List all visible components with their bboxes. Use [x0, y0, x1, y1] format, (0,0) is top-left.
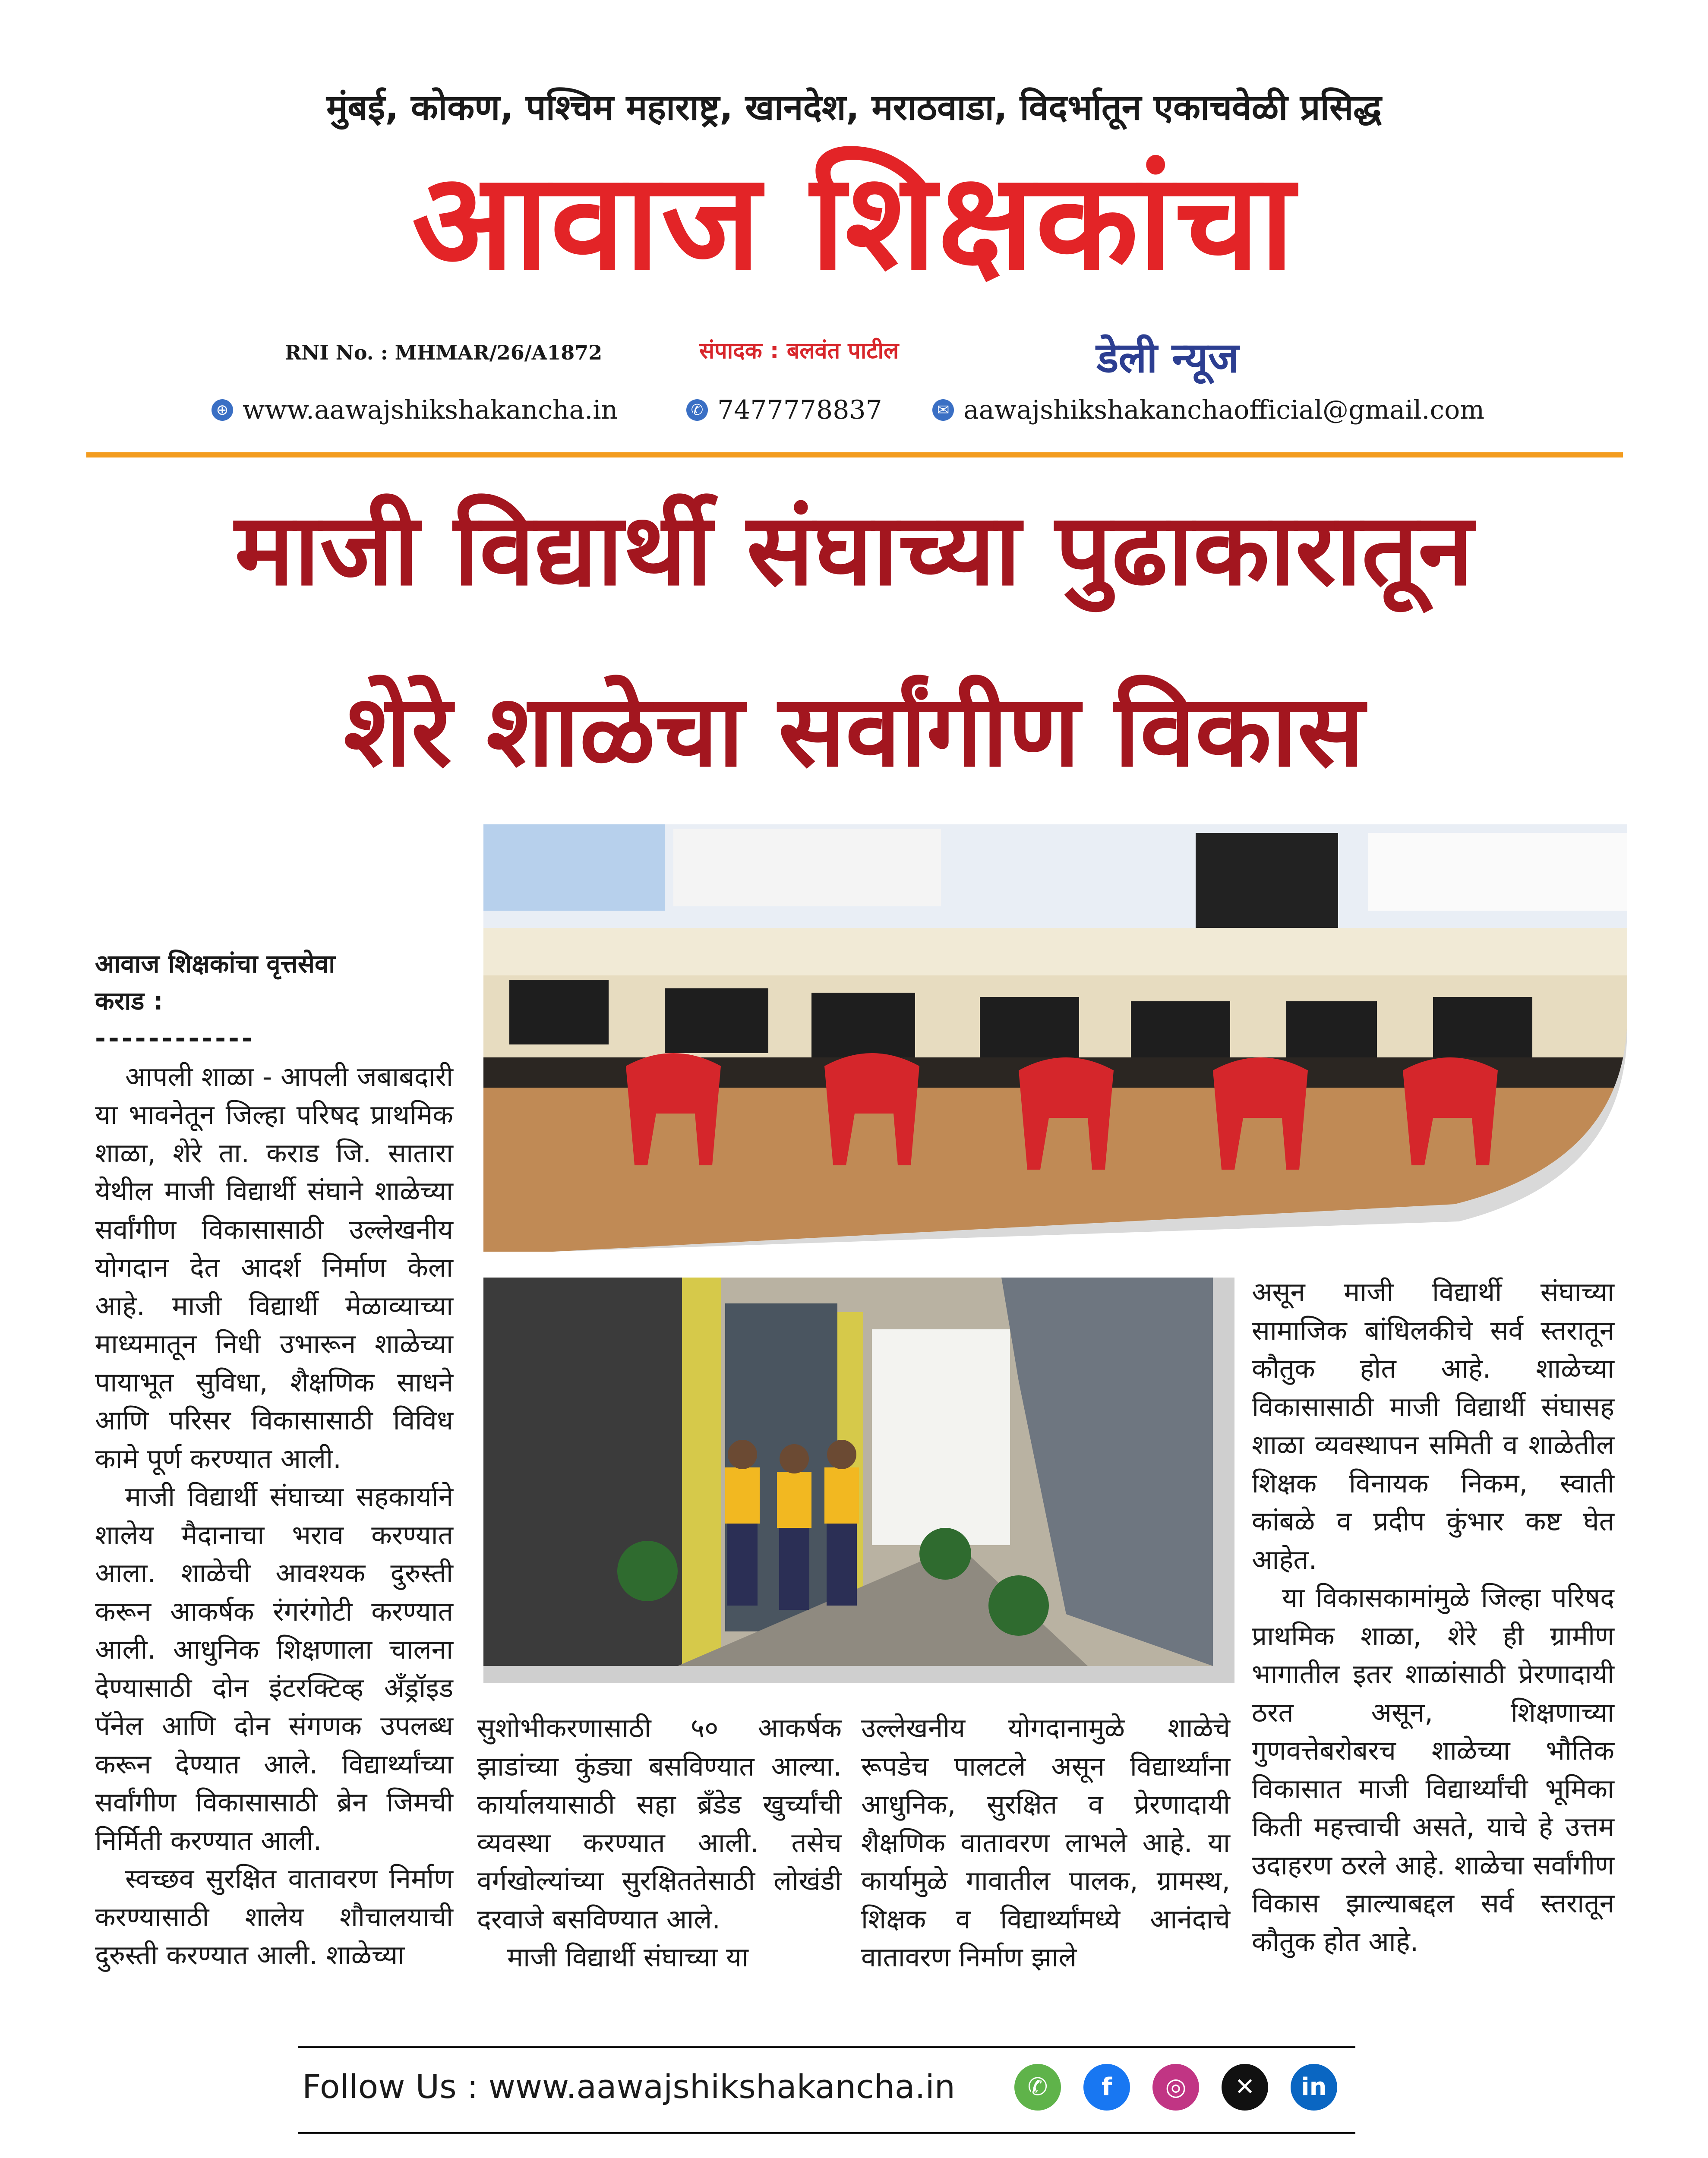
instagram-icon[interactable]: ◎: [1152, 2064, 1199, 2111]
contact-phone[interactable]: [686, 395, 882, 425]
tagline: मुंबई, कोकण, पश्चिम महाराष्ट्र, खानदेश, मराठवाडा, विदर्भातून एकाचवेळी प्रसिद्ध: [326, 87, 1382, 128]
paragraph: माजी विद्यार्थी संघाच्या या: [507, 1941, 748, 1973]
byline-separator: ------------: [95, 1023, 255, 1054]
paragraph: या विकासकामांमुळे जिल्हा परिषद प्राथमिक शाळा, शेरे ही ग्रामीण भागातील इतर शाळांसाठी प्रेरणादायी ठरत असून, शिक्षणाच्या गुणवत्तेबरोबरच शाळेच्या भौतिक विकासात माजी विद्यार्थ्यांची भूमिका किती महत्त्वाची असते, याचे हे उत्तम उदाहरण ठरले आहे. शाळेचा सर्वांगीण विकास झाल्याबद्दल सर्व स्तरातून कौतुक होत आहे.: [1252, 1582, 1614, 1957]
masthead-divider: [86, 452, 1623, 457]
linkedin-icon[interactable]: in: [1291, 2064, 1337, 2111]
footer-divider-top: [298, 2046, 1355, 2048]
x-icon[interactable]: ✕: [1222, 2064, 1268, 2111]
contact-email[interactable]: [932, 395, 1484, 425]
facebook-icon[interactable]: f: [1083, 2064, 1130, 2111]
whatsapp-icon[interactable]: ✆: [1014, 2064, 1061, 2111]
headline-line-2: शेरे शाळेचा सर्वांगीण विकास: [344, 674, 1364, 789]
mail-icon: ✉: [932, 399, 954, 421]
footer-divider-bottom: [298, 2132, 1355, 2134]
paragraph: सुशोभीकरणासाठी ५० आकर्षक झाडांच्या कुंड्या बसविण्यात आल्या. कार्यालयासाठी सहा ब्रँडेड खुर्च्यांची व्यवस्था करण्यात आली. तसेच वर्गखोल्यांच्या सुरक्षिततेसाठी लोखंडी दरवाजे बसविण्यात आले.: [477, 1712, 842, 1935]
paragraph: माजी विद्यार्थी संघाच्या सहकार्याने शालेय मैदानाचा भराव करण्यात आला. शाळेची आवश्यक दुरुस्ती करून आकर्षक रंगरंगोटी करण्यात आली. आधुनिक शिक्षणाला चालना देण्यासाठी दोन इंटरक्टिव्ह अँड्रॉइड पॅनेल आणि दोन संगणक उपलब्ध करून देण्यात आले. विद्यार्थ्यांच्या सर्वांगीण विकासासाठी ब्रेन जिमची निर्मिती करण्यात आली.: [95, 1481, 453, 1856]
paragraph: आपली शाळा - आपली जबाबदारी या भावनेतून जिल्हा परिषद प्राथमिक शाळा, शेरे ता. कराड जि. सातारा येथील माजी विद्यार्थी संघाने शाळेच्या सर्वांगीण विकासासाठी उल्लेखनीय योगदान देत आदर्श निर्माण केला आहे. माजी विद्यार्थी मेळाव्याच्या माध्यमातून निधी उभारून शाळेच्या पायाभूत सुविधा, शैक्षणिक साधने आणि परिसर विकासासाठी विविध कामे पूर्ण करण्यात आली.: [95, 1060, 453, 1474]
phone-icon: ✆: [686, 399, 708, 421]
rni-number: RNI No. : MHMAR/26/A1872: [285, 341, 603, 364]
website-text[interactable]: www.aawajshikshakancha.in: [243, 395, 618, 425]
daily-news-label: डेली न्यूज: [1096, 334, 1239, 382]
editor-credit: संपादक : बलवंत पाटील: [699, 338, 899, 364]
article-column-3: [861, 1709, 1230, 1977]
email-text[interactable]: aawajshikshakanchaofficial@gmail.com: [963, 395, 1485, 425]
article-column-4: [1252, 1273, 1614, 1961]
computer-lab-photo: [483, 824, 1627, 1252]
article-column-2: [477, 1709, 842, 1977]
masthead-title: आवाज शिक्षकांचा: [412, 144, 1296, 300]
globe-icon: ⊕: [212, 399, 233, 421]
contact-website[interactable]: [212, 395, 618, 425]
article-column-1: [95, 945, 453, 1975]
corridor-students-photo: [483, 1278, 1234, 1683]
phone-text[interactable]: 7477778837: [717, 395, 882, 425]
byline-location: कराड :: [95, 986, 163, 1016]
paragraph: उल्लेखनीय योगदानामुळे शाळेचे रूपडेच पालटले असून विद्यार्थ्यांना आधुनिक, सुरक्षित व प्रेरणादायी शैक्षणिक वातावरण लाभले आहे. या कार्यामुळे गावातील पालक, ग्रामस्थ, शिक्षक व विद्यार्थ्यांमध्ये आनंदाचे वातावरण निर्माण झाले: [861, 1712, 1230, 1973]
headline-line-1: माजी विद्यार्थी संघाच्या पुढाकारातून: [234, 492, 1474, 608]
byline-agency: आवाज शिक्षकांचा वृत्तसेवा: [95, 949, 335, 978]
follow-us-text[interactable]: Follow Us : www.aawajshikshakancha.in: [302, 2067, 955, 2106]
paragraph: स्वच्छव सुरक्षित वातावरण निर्माण करण्यासाठी शालेय शौचालयाची दुरुस्ती करण्यात आली. शाळेच्या: [95, 1863, 453, 1971]
paragraph: असून माजी विद्यार्थी संघाच्या सामाजिक बांधिलकीचे सर्व स्तरातून कौतुक होत आहे. शाळेच्या विकासासाठी माजी विद्यार्थी संघासह शाळा व्यवस्थापन समिती व शाळेतील शिक्षक विनायक निकम, स्वाती कांबळे व प्रदीप कुंभार कष्ट घेत आहेत.: [1252, 1276, 1614, 1575]
